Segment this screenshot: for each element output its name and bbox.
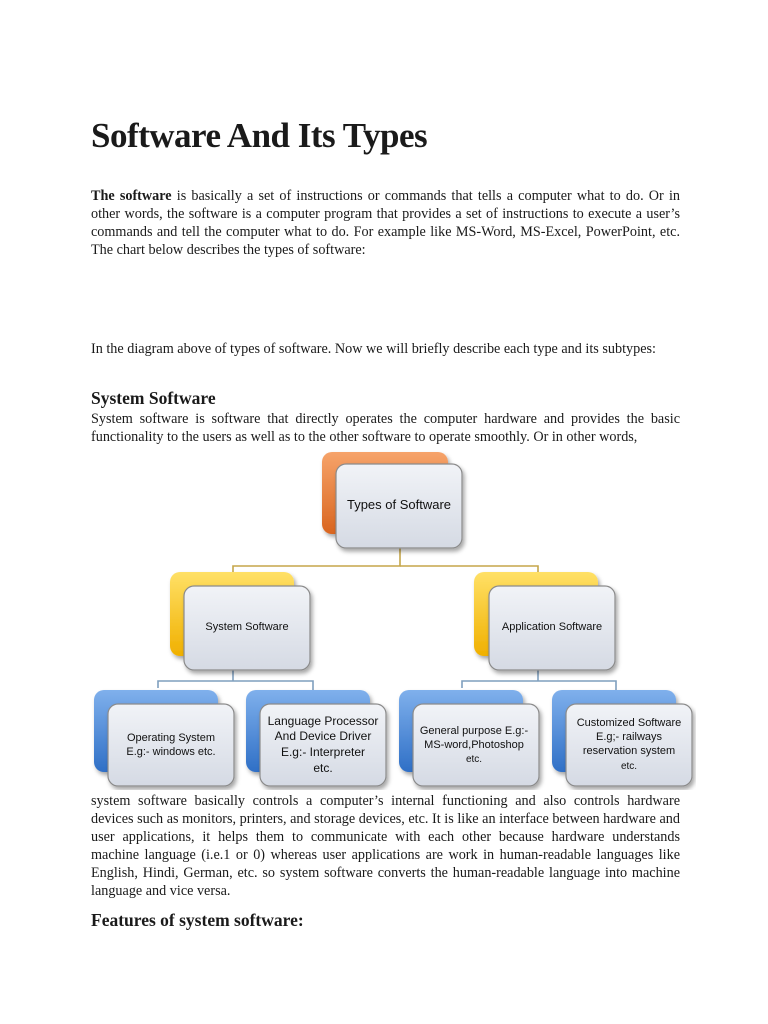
custom-node-line-4: etc. [620,761,638,772]
system-software-paragraph-1: System software is software that directly operates the computer hardware and provides the basic functionality to the users as well as to the other software to operate smoothly. Or in other words, [91,411,680,445]
application-node-label: Application Software [501,621,603,633]
os-node-line-1: Operating System [126,732,216,744]
os-node-front [108,704,234,786]
general-node-line-3: etc. [465,754,483,765]
lang-node-line-3: E.g:- Interpreter [280,745,366,759]
lang-node-line-1: Language Processor [267,714,379,728]
system-node-label: System Software [205,621,289,633]
customized-software-node [552,690,692,786]
general-purpose-node [399,690,539,786]
diagram-intro-paragraph: In the diagram above of types of software. Now we will briefly describe each type and its subtypes: [91,341,656,357]
system-software-heading: System Software [91,388,216,408]
software-types-diagram [88,448,696,790]
custom-node-line-1: Customized Software [576,717,682,729]
system-software-paragraph-2: system software basically controls a computer’s internal functioning and also controls hardware devices such as monitors, printers, and storage devices, etc. It is like an interface between hardware and user applications, it helps them to communicate with each other because hardware understands machine language (i.e.1 or 0) whereas user applications are work in human-readable languages like English, Hindi, German, etc. so system software converts the human-readable language into machine language and vice versa. [91,793,680,899]
os-node-line-2: E.g:- windows etc. [126,746,216,758]
features-heading: Features of system software: [91,910,304,930]
lang-node-line-2: And Device Driver [274,729,372,743]
os-node [94,690,234,786]
root-node-label: Types of Software [346,497,452,512]
article-title: Software And Its Types [91,116,428,155]
custom-node-line-3: reservation system [582,745,676,757]
diagram-connectors [233,548,538,576]
system-software-node [170,572,310,670]
general-node-line-1: General purpose E.g:- [419,725,529,737]
custom-node-line-2: E.g;- railways [595,731,663,743]
application-software-node [474,572,615,670]
language-processor-node [246,690,386,786]
intro-text: is basically a set of instructions or commands that tells a computer what to do. Or in other words, the software is a computer program that provides a set of instructions to execute a user’s commands and tell the computer what to do. For example like MS-Word, MS-Excel, PowerPoint, etc. The chart below describes the types of software: [91,188,680,258]
lang-node-line-4: etc. [313,761,333,775]
intro-bold-lead: The software [91,188,172,204]
intro-paragraph [91,187,680,259]
diagram-sub-connectors [158,670,616,691]
general-node-line-2: MS-word,Photoshop [424,739,524,751]
root-node [322,452,462,548]
